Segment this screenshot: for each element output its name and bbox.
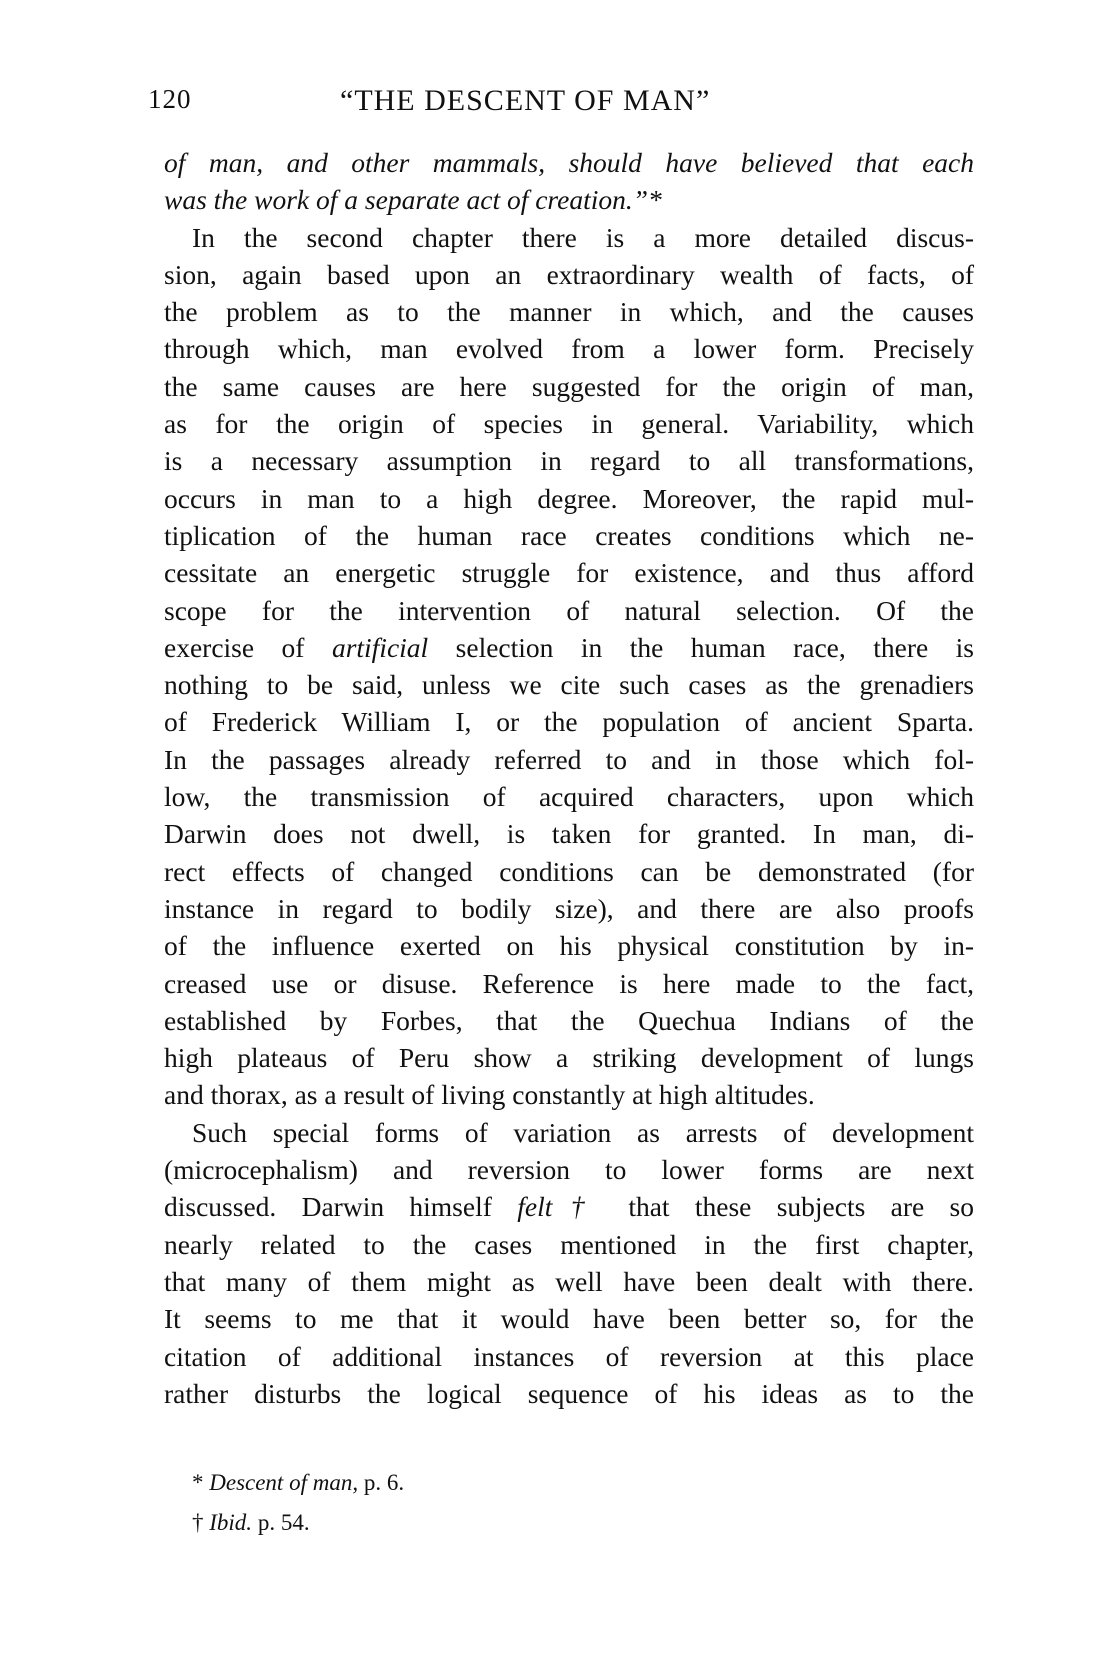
text-line: It seems to me that it would have been better so, for the — [164, 1303, 974, 1335]
footnote-mark: † — [192, 1510, 210, 1535]
text-line-with-emphasis — [164, 629, 974, 666]
text-line: rather disturbs the logical sequence of his ideas as to the — [164, 1377, 974, 1409]
text-line: low, the transmission of acquired characters, upon which — [164, 781, 974, 813]
text-line: established by Forbes, that the Quechua Indians of the — [164, 1004, 974, 1036]
text-line: creased use or disuse. Reference is here made to the fact, — [164, 967, 974, 999]
text-run: that these subjects are so — [603, 1191, 974, 1223]
text-line: that many of them might as well have been dealt with there. — [164, 1265, 974, 1297]
text-line: scope for the intervention of natural selection. Of the — [164, 594, 974, 626]
text-run: selection in the human race, there is — [428, 631, 975, 663]
footnote-title: Ibid. — [209, 1510, 253, 1535]
emphasis-artificial: artificial — [331, 631, 429, 663]
text-line: nothing to be said, unless we cite such cases as the grenadiers — [164, 669, 974, 701]
text-line: nearly related to the cases mentioned in the first chapter, — [164, 1228, 974, 1260]
text-line: high plateaus of Peru show a striking development of lungs — [164, 1042, 974, 1074]
text-line: the same causes are here suggested for the origin of man, — [164, 370, 974, 402]
footnote-2 — [192, 1503, 404, 1543]
text-line: tiplication of the human race creates conditions which ne- — [164, 519, 974, 551]
text-line: Such special forms of variation as arrests of development — [192, 1116, 974, 1148]
text-line: and thorax, as a result of living constantly at high altitudes. — [164, 1079, 815, 1111]
text-line: of Frederick William I, or the population of ancient Sparta. — [164, 706, 974, 738]
footnote-title: Descent of man, — [209, 1470, 359, 1495]
page-number: 120 — [148, 84, 192, 114]
text-run: exercise of — [164, 631, 332, 663]
paragraph-2 — [164, 1114, 974, 1412]
text-line: (microcephalism) and reversion to lower forms are next — [164, 1154, 974, 1186]
running-head — [148, 84, 848, 124]
text-run: discussed. Darwin himself — [164, 1191, 518, 1223]
footnote-page: p. 54. — [252, 1510, 310, 1535]
footnote-page: p. 6. — [358, 1470, 405, 1495]
text-line: the problem as to the manner in which, and the causes — [164, 296, 974, 328]
footnote-mark: * — [192, 1470, 210, 1495]
text-line: is a necessary assumption in regard to all transformations, — [164, 445, 974, 477]
text-line: In the second chapter there is a more detailed discus- — [192, 221, 974, 253]
text-line: occurs in man to a high degree. Moreover, the rapid mul- — [164, 482, 974, 514]
body-text — [164, 144, 974, 1412]
text-line: sion, again based upon an extraordinary wealth of facts, of — [164, 258, 974, 290]
text-line: as for the origin of species in general. Variability, which — [164, 408, 974, 440]
text-line: cessitate an energetic struggle for existence, and thus afford — [164, 557, 974, 589]
text-line: of the influence exerted on his physical constitution by in- — [164, 930, 974, 962]
text-line: Darwin does not dwell, is taken for granted. In man, di- — [164, 818, 974, 850]
text-line: instance in regard to bodily size), and there are also proofs — [164, 892, 974, 924]
quote-continuation — [164, 144, 974, 219]
running-title: “THE DESCENT OF MAN” — [340, 84, 711, 117]
text-line: rect effects of changed conditions can be demonstrated (for — [164, 855, 974, 887]
text-line: was the work of a separate act of creation.”* — [164, 184, 662, 216]
text-line: of man, and other mammals, should have believed that each — [164, 147, 974, 178]
text-line: through which, man evolved from a lower form. Precisely — [164, 333, 974, 365]
paragraph-1 — [164, 219, 974, 1114]
text-line: citation of additional instances of reversion at this place — [164, 1340, 974, 1372]
text-line: In the passages already referred to and in those which fol- — [164, 743, 974, 775]
emphasis-felt: felt† — [517, 1191, 603, 1223]
footnotes — [192, 1463, 404, 1543]
text-line-with-emphasis — [164, 1188, 974, 1225]
footnote-1 — [192, 1463, 404, 1503]
